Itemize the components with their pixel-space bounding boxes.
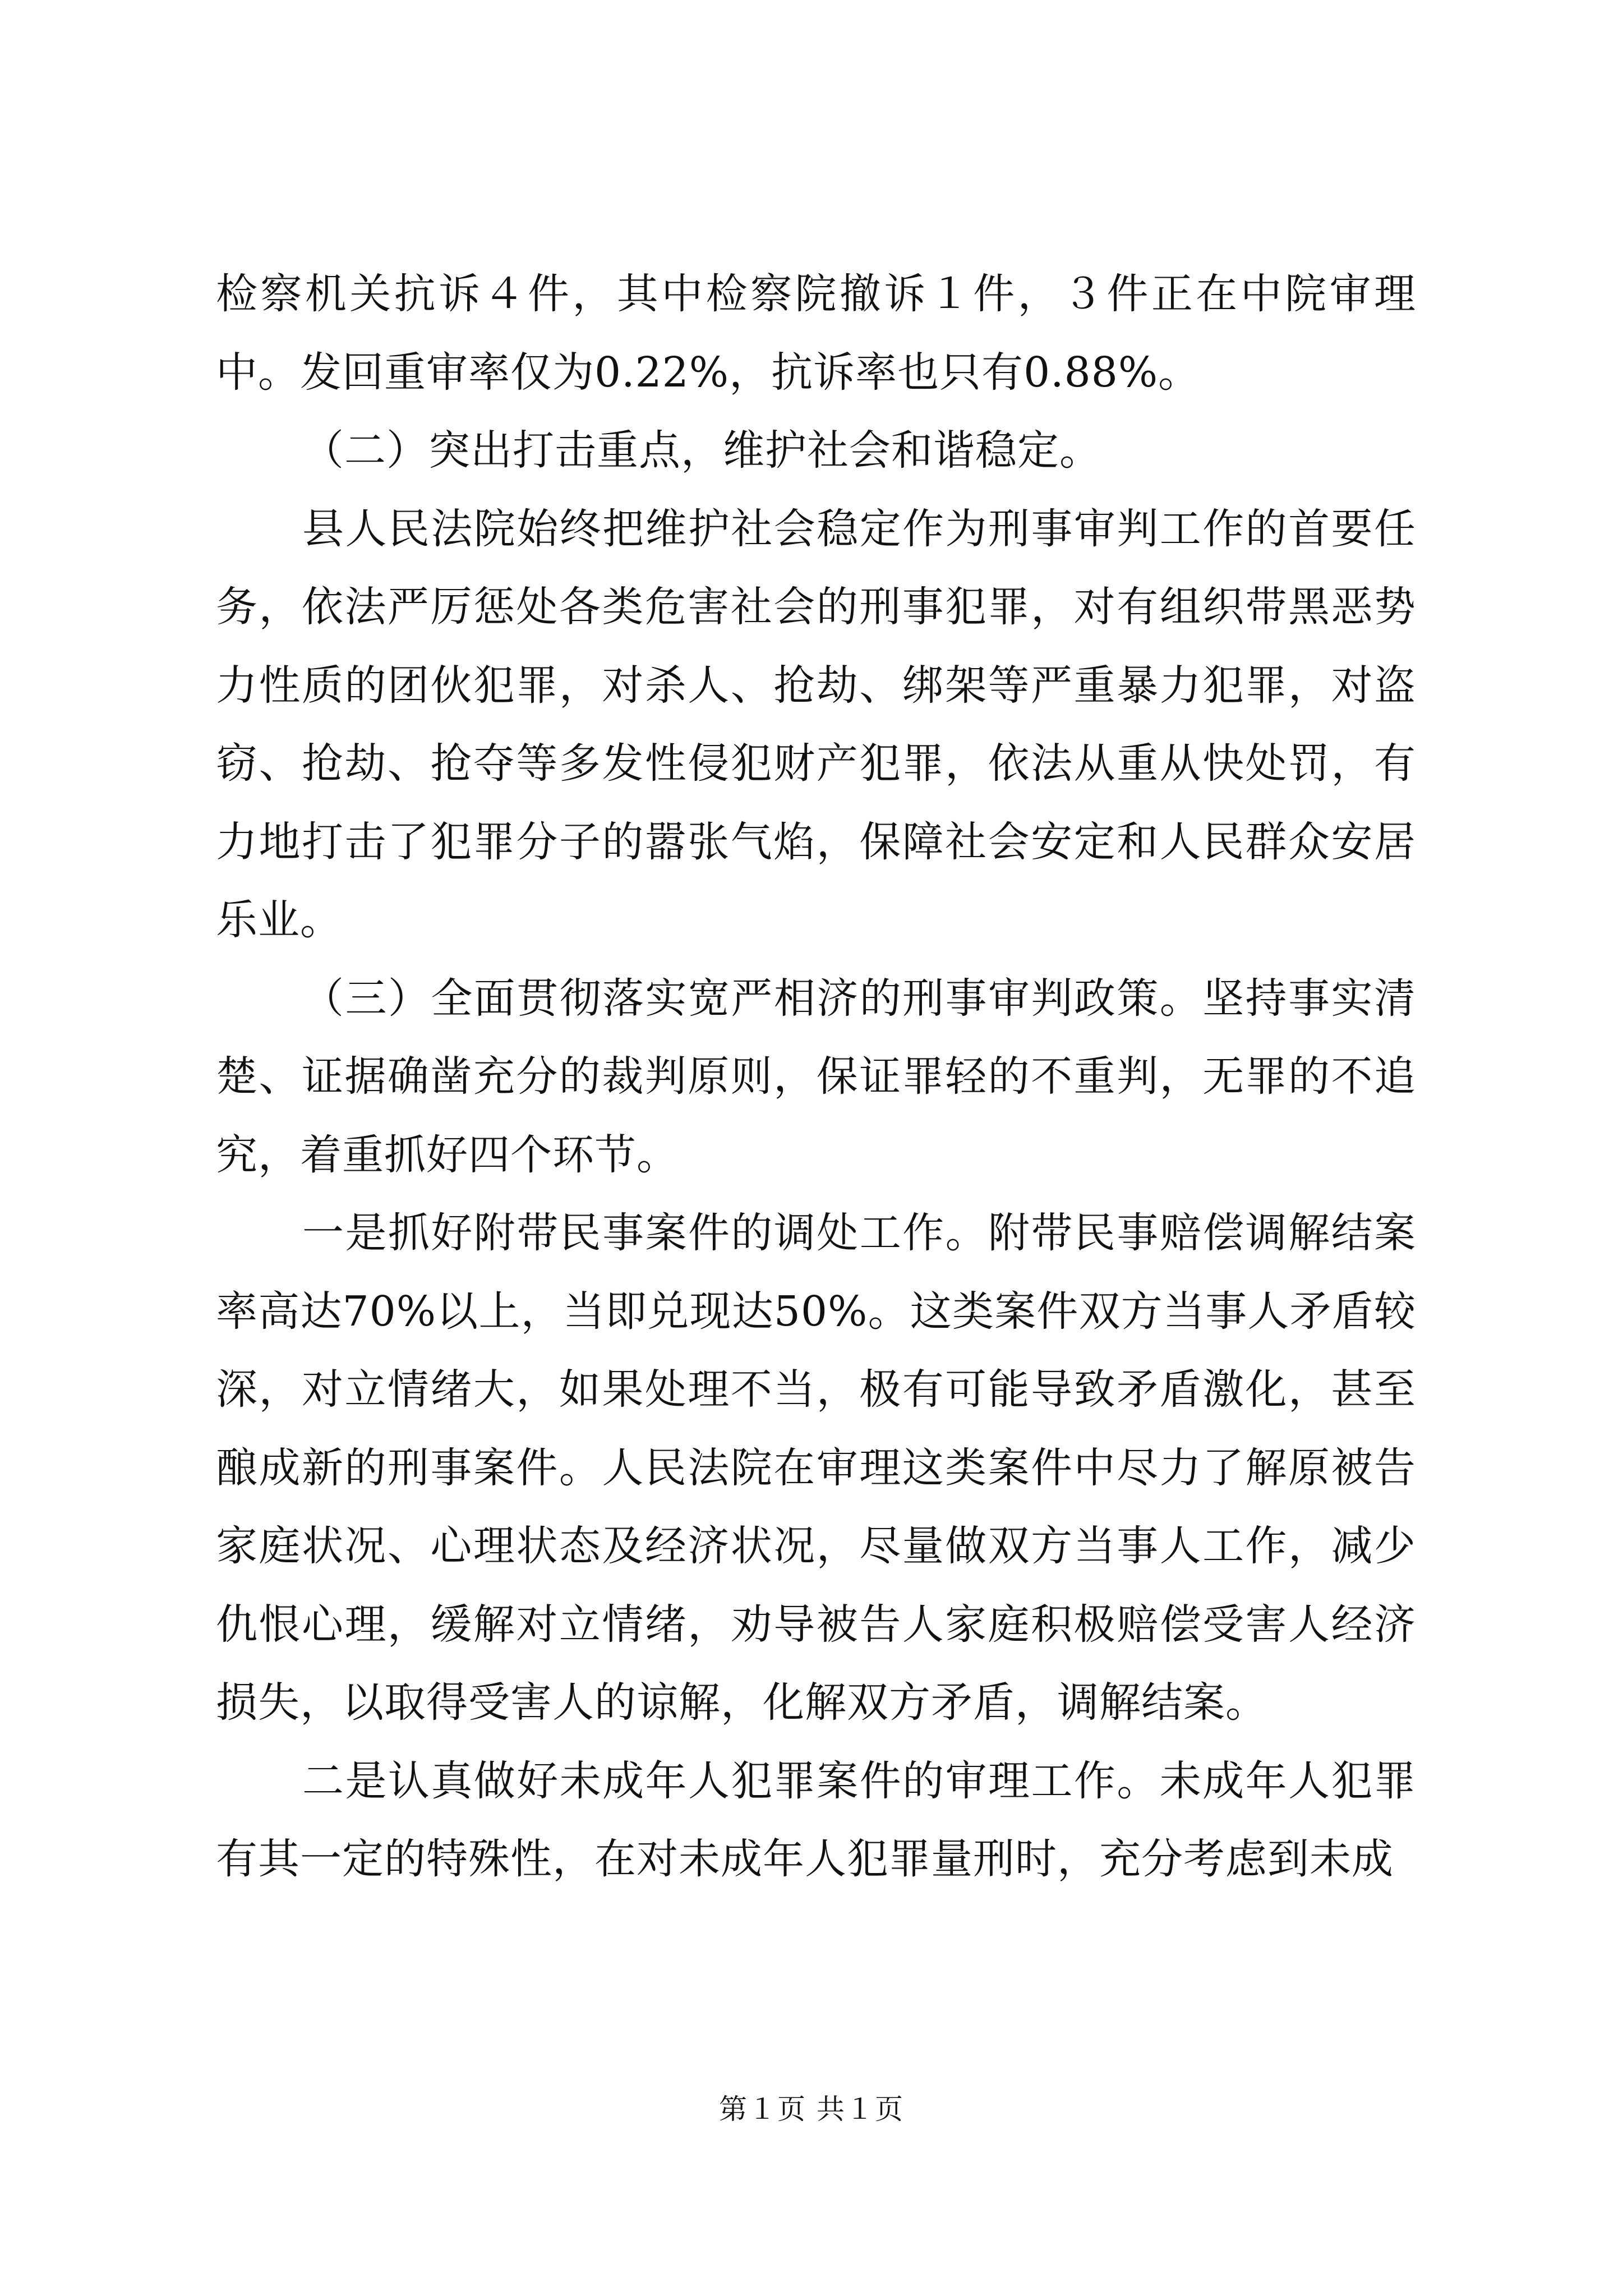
body-text [216,255,1416,1899]
paragraph-6: 二是认真做好未成年人犯罪案件的审理工作。未成年人犯罪有其一定的特殊性，在对未成年人犯罪量刑时，充分考虑到未成 [216,1756,1416,1883]
page-number-footer: 第１页 共１页 [719,2093,904,2125]
paragraph-2-heading: （二）突出打击重点，维护社会和谐稳定。 [302,426,1101,475]
paragraph-1: 检察机关抗诉４件，其中检察院撤诉１件，３件正在中院审理中。发回重审率仅为0.22%，抗诉率也只有0.88%。 [216,270,1416,397]
paragraph-4-heading: （三）全面贯彻落实宽严相济的刑事审判政策。坚持事实清楚、证据确凿充分的裁判原则，保证罪轻的不重判，无罪的不追究，着重抓好四个环节。 [216,974,1416,1179]
paragraph-3: 县人民法院始终把维护社会稳定作为刑事审判工作的首要任务，依法严厉惩处各类危害社会的刑事犯罪，对有组织带黑恶势力性质的团伙犯罪，对杀人、抢劫、绑架等严重暴力犯罪，对盗窃、抢劫、抢夺等多发性侵犯财产犯罪，依法从重从快处罚，有力地打击了犯罪分子的嚣张气焰，保障社会安定和人民群众安居乐业。 [216,504,1416,944]
paragraph-5: 一是抓好附带民事案件的调处工作。附带民事赔偿调解结案率高达70%以上，当即兑现达50%。这类案件双方当事人矛盾较深，对立情绪大，如果处理不当，极有可能导致矛盾激化，甚至酿成新的刑事案件。人民法院在审理这类案件中尽力了解原被告家庭状况、心理状态及经济状况，尽量做双方当事人工作，减少仇恨心理，缓解对立情绪，劝导被告人家庭积极赔偿受害人经济损失，以取得受害人的谅解，化解双方矛盾，调解结案。 [216,1209,1416,1727]
